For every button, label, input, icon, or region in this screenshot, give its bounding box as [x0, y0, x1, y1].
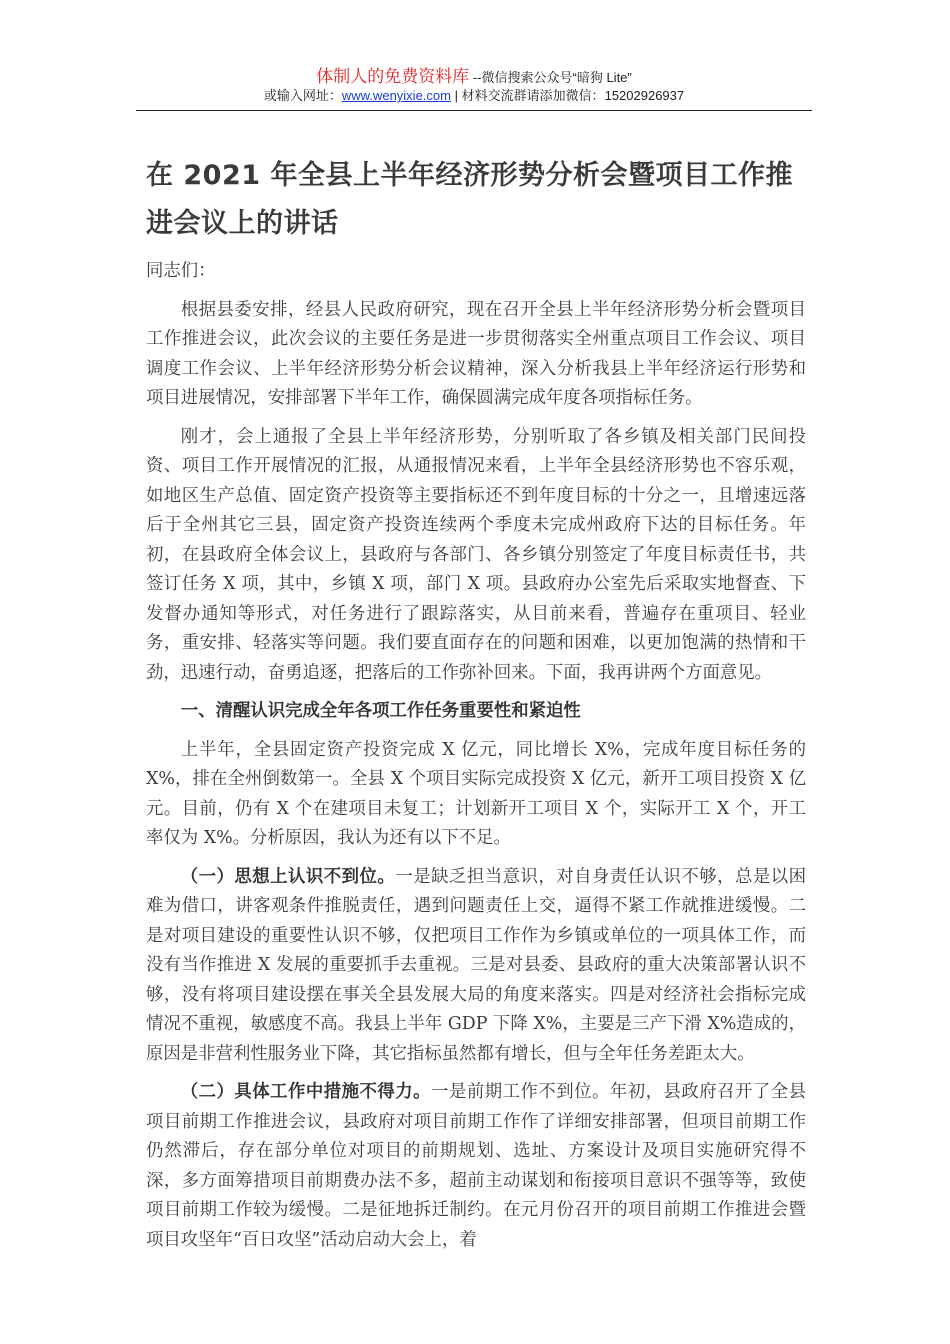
url-prefix: 或输入网址：: [263, 88, 342, 103]
subsection-2: [146, 1078, 806, 1255]
header-banner: [136, 68, 812, 87]
document-body: [146, 257, 806, 1264]
paragraph-intro: 根据县委安排，经县人民政府研究，现在召开全县上半年经济形势分析会暨项目工作推进会议，此次会议的主要任务是进一步贯彻落实全州重点项目工作会议、项目调度工作会议、上半年经济形势分析会议精神，深入分析我县上半年经济运行形势和项目进展情况，安排部署下半年工作，确保圆满完成年度各项指标任务。: [146, 299, 806, 408]
website-link[interactable]: www.wenyixie.com: [341, 88, 451, 103]
paragraph-section1: 上半年，全县固定资产投资完成 X 亿元，同比增长 X%，完成年度目标任务的 X%，排在全州倒数第一。全县 X 个项目实际完成投资 X 亿元，新开工项目投资 X 亿元。目前，仍有 X 个在建项目未复工；计划新开工项目 X 个，实际开工 X 个，开工率仅为 X%。分析原因，我认为还有以下不足。: [146, 739, 806, 848]
subsection-1: [146, 863, 806, 1070]
salutation: 同志们：: [146, 261, 216, 281]
subsection-2-heading: （二）具体工作中措施不得力。: [180, 1082, 432, 1102]
subsection-1-heading: （一）思想上认识不到位。: [180, 866, 396, 887]
contact-info: | 材料交流群请添加微信：15202926937: [450, 88, 685, 103]
subsection-1-text: 一是缺乏担当意识，对自身责任认识不够，总是以困难为借口，讲客观条件推脱责任，遇到问题责任上交，逼得不紧工作就推进缓慢。二是对项目建设的重要性认识不够，仅把项目工作作为乡镇或单位的一项具体工作，而没有当作推进 X 发展的重要抓手去重视。三是对县委、县政府的重大决策部署认识不够，没有将项目建设摆在事关全县发展大局的角度来落实。四是对经济社会指标完成情况不重视，敏感度不高。我县上半年 GDP 下降 X%，主要是三产下滑 X%造成的，原因是非营利性服务业下降，其它指标虽然都有增长，但与全年任务差距太大。: [146, 866, 806, 1064]
subsection-2-text: 一是前期工作不到位。年初，县政府召开了全县项目前期工作推进会议，县政府对项目前期工作作了详细安排部署，但项目前期工作仍然滞后，存在部分单位对项目的前期规划、选址、方案设计及项目实施研究得不深，多方面筹措项目前期费办法不多，超前主动谋划和衔接项目意识不强等等，致使项目前期工作较为缓慢。二是征地拆迁制约。在元月份召开的项目前期工作推进会暨项目攻坚年“百日攻坚”活动启动大会上，着: [146, 1082, 806, 1250]
header-divider: [136, 110, 812, 111]
paragraph-situation: 刚才，会上通报了全县上半年经济形势，分别听取了各乡镇及相关部门民间投资、项目工作开展情况的汇报，从通报情况来看，上半年全县经济形势也不容乐观，如地区生产总值、固定资产投资等主要指标还不到年度目标的十分之一，且增速远落后于全州其它三县，固定资产投资连续两个季度未完成州政府下达的目标任务。年初，在县政府全体会议上，县政府与各部门、各乡镇分别签定了年度目标责任书，共签订任务 X 项，其中，乡镇 X 项，部门 X 项。县政府办公室先后采取实地督查、下发督办通知等形式，对任务进行了跟踪落实，从目前来看，普遍存在重项目、轻业务，重安排、轻落实等问题。我们要直面存在的问题和困难，以更加饱满的热情和干劲，迅速行动，奋勇追逐，把落后的工作弥补回来。下面，我再讲两个方面意见。: [146, 426, 806, 683]
header-contact-line: [136, 87, 812, 105]
page-header: [136, 68, 812, 105]
wechat-tagline: --微信搜索公众号“暗狗 Lite”: [469, 70, 632, 85]
section-heading-1: 一、清醒认识完成全年各项工作任务重要性和紧迫性: [180, 701, 581, 721]
document-title: 在 2021 年全县上半年经济形势分析会暨项目工作推进会议上的讲话: [146, 160, 793, 239]
brand-name: 体制人的免费资料库: [316, 67, 470, 86]
